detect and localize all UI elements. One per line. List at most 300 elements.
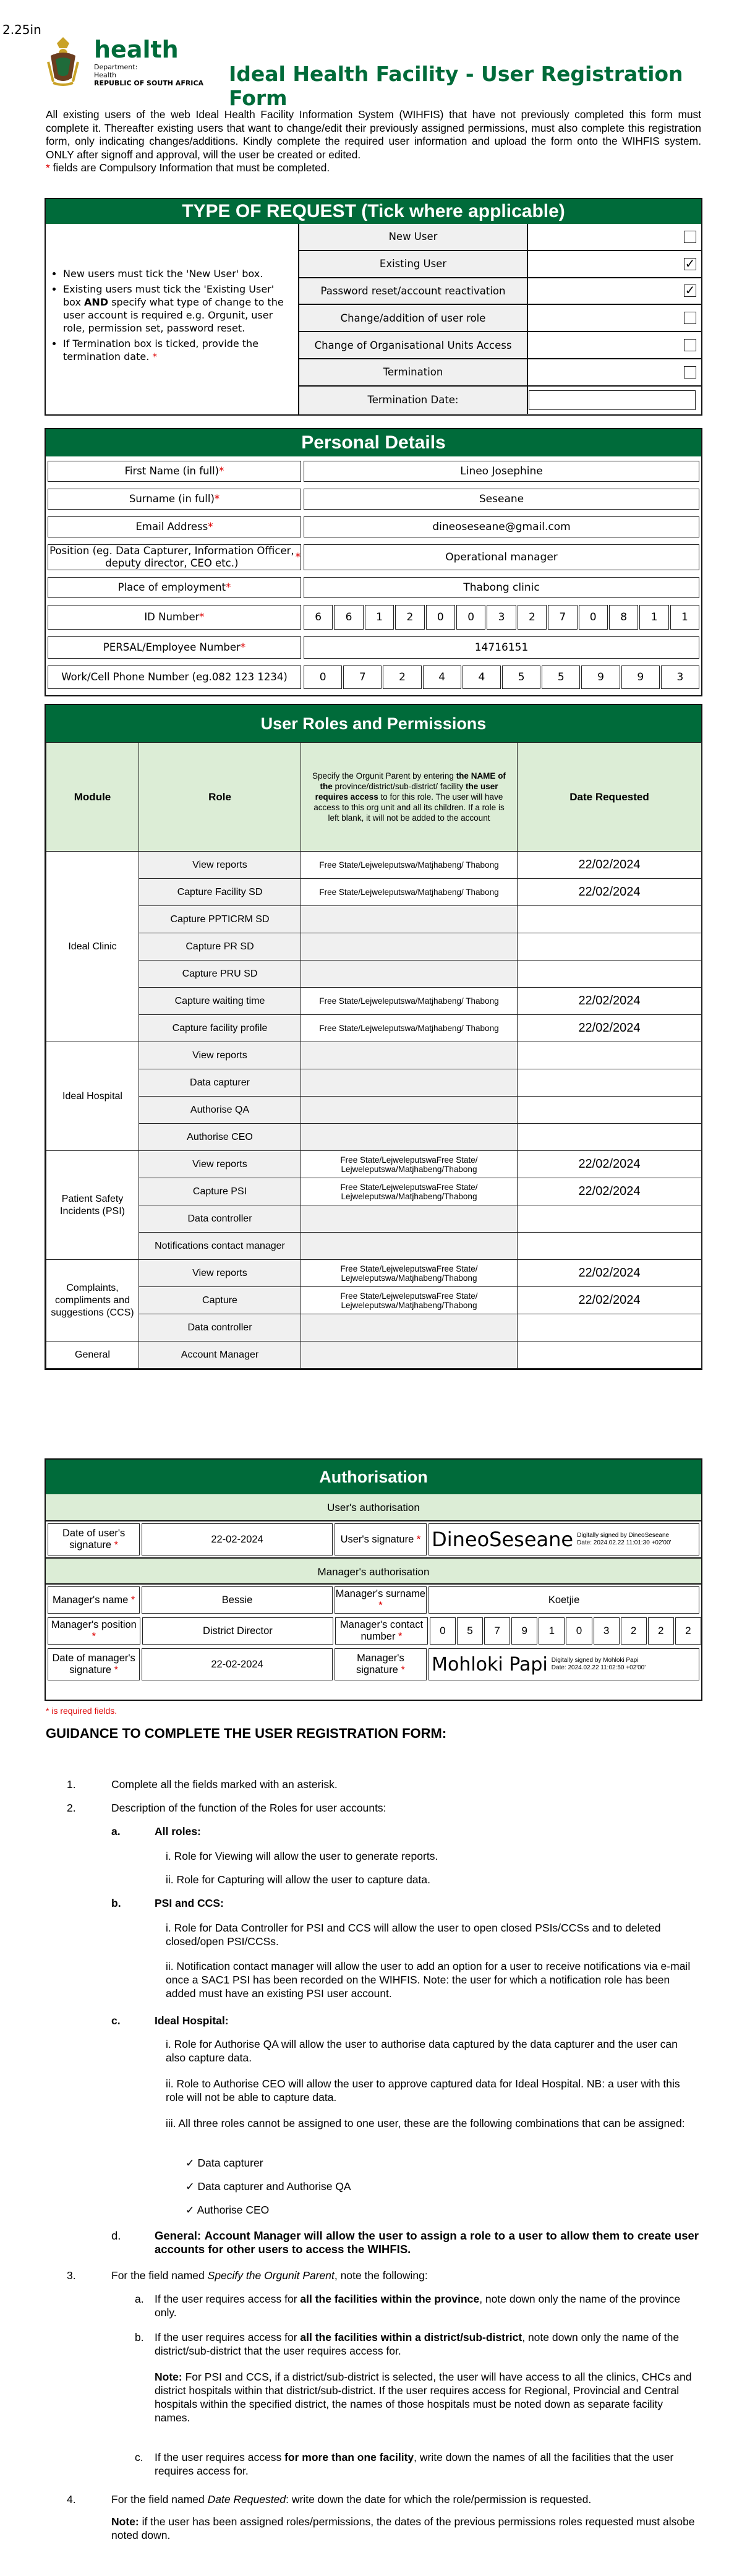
id-number-digit: 7 <box>548 605 577 630</box>
col-desc-b2: the user requires access <box>315 782 498 802</box>
request-checkbox[interactable] <box>684 255 696 271</box>
module-cell: Patient Safety Incidents (PSI) <box>46 1151 139 1260</box>
id-number-digit: 1 <box>670 605 699 630</box>
position-label <box>48 544 301 570</box>
user-digital-stamp-2: Date: 2024.02.22 11:01:30 +02'00' <box>577 1539 672 1546</box>
role-name-cell: Capture PRU SD <box>139 961 301 988</box>
user-roles-heading: User Roles and Permissions <box>46 705 701 742</box>
role-row <box>46 961 702 988</box>
date-user-label-text: Date of user's signature <box>62 1528 126 1551</box>
g3b-note-b: Note: <box>155 2371 182 2383</box>
g3a-post: , note down only the name of the province only. <box>155 2293 681 2319</box>
mgr-surname-label <box>335 1586 427 1614</box>
guidance-title: GUIDANCE TO COMPLETE THE USER REGISTRATION FORM: <box>46 1726 447 1741</box>
g3a-b: all the facilities within the province <box>300 2293 480 2305</box>
mgr-contact-label-text: Manager's contact number <box>339 1619 424 1642</box>
date-requested-field[interactable]: 22/02/2024 <box>518 1151 702 1178</box>
phone-number-digit: 2 <box>383 665 421 689</box>
request-checkbox[interactable] <box>684 312 696 324</box>
mgr-sig-label-text: Manager's signature <box>356 1653 404 1675</box>
mgr-contact-field[interactable] <box>430 1617 701 1645</box>
required-mark: * <box>114 1539 119 1551</box>
required-mark: * <box>401 1664 405 1675</box>
authorisation-heading: Authorisation <box>46 1460 701 1494</box>
g3c-post: , write down the names of all the facilities that the user requires access for. <box>155 2451 674 2477</box>
required-mark: * <box>46 161 50 174</box>
mgr-digital-stamp-1: Digitally signed by Mohloki Papi <box>551 1657 639 1664</box>
logo-line2: Health <box>94 71 117 79</box>
orgunit-field[interactable] <box>301 933 518 961</box>
col-desc-post: to for this role. The user will have access to this org unit and all its children. If a role is left blank, it will not be added to the account <box>313 792 505 823</box>
date-mgr-label-text: Date of manager's signature <box>52 1653 135 1675</box>
guidance-3b-num: b. <box>135 2331 144 2343</box>
date-requested-field[interactable] <box>518 1314 702 1341</box>
role-name-cell: Capture PPTICRM SD <box>139 906 301 933</box>
date-mgr-label <box>48 1648 140 1680</box>
id-number-digit: 0 <box>426 605 455 630</box>
orgunit-field[interactable] <box>301 1205 518 1233</box>
request-checkbox[interactable] <box>684 285 696 297</box>
mgr-surname-label-text: Manager's surname <box>335 1588 426 1599</box>
guidance-a-ii: ii. Role for Capturing will allow the user to capture data. <box>166 1873 430 1886</box>
surname-label <box>48 489 301 510</box>
g3-em: Specify the Orgunit Parent <box>207 2269 335 2282</box>
request-option-row <box>299 332 702 359</box>
g4-em: Date Requested <box>207 2493 286 2505</box>
date-requested-field[interactable]: 22/02/2024 <box>518 1260 702 1287</box>
place-of-employment-field[interactable]: Thabong clinic <box>304 577 699 598</box>
roles-header-row <box>46 743 702 852</box>
role-row <box>46 1341 702 1369</box>
surname-label-text: Surname (in full) <box>129 493 215 505</box>
date-user-field[interactable]: 22-02-2024 <box>142 1523 333 1555</box>
date-mgr-field[interactable]: 22-02-2024 <box>142 1648 333 1680</box>
phone-number-digit: 9 <box>621 665 660 689</box>
user-sig-label-text: User's signature <box>340 1533 414 1545</box>
type-of-request-notes <box>46 224 299 416</box>
id-number-label <box>48 605 301 630</box>
module-cell: Complaints, compliments and suggestions (CCS) <box>46 1260 139 1341</box>
guidance-d-num: d. <box>111 2229 121 2242</box>
guidance-3b <box>155 2330 699 2358</box>
request-option-row <box>299 359 702 387</box>
guidance-b-i: i. Role for Data Controller for PSI and CCS will allow the user to open closed PSIs/CCSs and to deleted closed/open PSI/CCSs. <box>166 1922 661 1948</box>
role-row <box>46 1124 702 1151</box>
orgunit-field[interactable] <box>301 1097 518 1124</box>
health-logo <box>45 31 211 90</box>
request-option-label: Change/addition of user role <box>299 305 528 331</box>
phone-number-digit: 3 <box>661 665 699 689</box>
col-desc-pre: Specify the Orgunit Parent by entering <box>312 771 456 781</box>
g3c-b: for more than one facility <box>284 2451 414 2463</box>
users-authorisation-subheading: User's authorisation <box>46 1494 701 1521</box>
date-requested-field[interactable] <box>518 1069 702 1097</box>
id-number-digit: 8 <box>609 605 638 630</box>
intro-paragraph: All existing users of the web Ideal Health Facility Information System (WIHFIS) that have not previously completed this form must complete it. Thereafter existing users that want to change/edit their previously assigned permissions, must also complete this registration form, only indicating changes/additions. Kindly complete the required user information and upload the form onto the WIHFIS system. ONLY after signoff and approval, will the user be created or edited. <box>46 108 701 161</box>
guidance-c-iii: iii. All three roles cannot be assigned to one user, these are the following combinations that can be assigned: <box>166 2117 685 2129</box>
mgr-contact-digit: 2 <box>675 1617 701 1645</box>
check-mark-icon: ✓ <box>186 2180 195 2193</box>
col-desc-b1: the NAME of the <box>320 771 506 791</box>
request-checkbox[interactable] <box>684 231 696 243</box>
guidance-3c-num: c. <box>135 2451 143 2463</box>
guidance-c-ii: ii. Role to Authorise CEO will allow the user to approve captured data for Ideal Hospital. NB: a user with this role will not be able to capture data. <box>166 2077 680 2103</box>
date-requested-field[interactable]: 22/02/2024 <box>518 852 702 879</box>
required-mark: * <box>398 1631 403 1642</box>
user-digital-stamp-1: Digitally signed by DineoSeseane <box>577 1532 670 1539</box>
note-new-user: • New users must tick the 'New User' box. <box>63 267 293 280</box>
col-orgunit <box>301 743 518 852</box>
phone-number-digit: 7 <box>343 665 382 689</box>
guidance-a-i: i. Role for Viewing will allow the user to generate reports. <box>166 1850 438 1862</box>
mgr-contact-digit: 3 <box>594 1617 620 1645</box>
user-signature-row <box>46 1521 701 1557</box>
role-row <box>46 1015 702 1042</box>
mgr-sig-label <box>335 1648 427 1680</box>
role-name-cell: Capture <box>139 1287 301 1314</box>
request-option-row <box>299 251 702 278</box>
user-roles-section <box>45 704 702 1370</box>
mgr-digital-stamp-2: Date: 2024.02.22 11:02:50 +02'00' <box>551 1664 646 1671</box>
date-requested-field[interactable] <box>518 933 702 961</box>
role-name-cell: Capture PSI <box>139 1178 301 1205</box>
request-checkbox[interactable] <box>684 339 696 351</box>
coat-of-arms-icon <box>45 35 82 87</box>
role-name-cell: Capture waiting time <box>139 988 301 1015</box>
id-number-digit: 6 <box>334 605 363 630</box>
orgunit-field[interactable] <box>301 1069 518 1097</box>
g3a-pre: If the user requires access for <box>155 2293 301 2305</box>
page-label: 2.25in <box>2 22 41 37</box>
request-option-value <box>528 251 702 277</box>
required-mark: * <box>114 1664 119 1675</box>
date-requested-field[interactable] <box>518 961 702 988</box>
request-checkbox[interactable] <box>684 366 696 379</box>
role-name-cell: Data capturer <box>139 1069 301 1097</box>
g4-pre: For the field named <box>111 2493 208 2505</box>
check-mark-icon: ✓ <box>684 283 696 298</box>
id-number-field[interactable] <box>304 605 699 630</box>
orgunit-field[interactable]: Free State/LejweleputswaFree State/ Lejweleputswa/Matjhabeng/Thabong <box>301 1178 518 1205</box>
mgr-contact-digit: 9 <box>511 1617 537 1645</box>
guidance-d-text: Account Manager will allow the user to assign a role to a user to allow them to create user accounts for other users to access the WIHFIS. <box>155 2229 699 2256</box>
required-mark: * <box>199 611 205 623</box>
g4-note-b: Note: <box>111 2515 139 2528</box>
role-row <box>46 1314 702 1341</box>
intro-required-text: fields are Compulsory Information that must be completed. <box>49 161 330 174</box>
col-module: Module <box>46 743 139 852</box>
position-row <box>46 542 701 572</box>
guidance-3b-note <box>155 2370 699 2424</box>
date-requested-field[interactable] <box>518 1124 702 1151</box>
phone-number-digit: 4 <box>463 665 501 689</box>
date-requested-field[interactable] <box>518 1233 702 1260</box>
phone-number-digit: 0 <box>304 665 342 689</box>
position-field[interactable]: Operational manager <box>304 544 699 570</box>
id-number-digit: 1 <box>639 605 668 630</box>
managers-authorisation-subheading: Manager's authorisation <box>46 1557 701 1585</box>
logo-line1: Department: <box>94 63 138 71</box>
role-row <box>46 906 702 933</box>
date-requested-field[interactable] <box>518 1042 702 1069</box>
role-name-cell: Data controller <box>139 1205 301 1233</box>
g3b-note: For PSI and CCS, if a district/sub-district is selected, the user will have access to all the clinics, CHCs and district hospitals within that district/sub-district. If the user requires access for Regional, Provincial and Central hospitals within the specified district, the names of those hospitals must be noted down as separate facility names. <box>155 2371 692 2424</box>
logo-title: health <box>94 36 179 63</box>
mgr-contact-digit: 0 <box>430 1617 456 1645</box>
phone-number-digit: 9 <box>581 665 620 689</box>
date-requested-field[interactable]: 22/02/2024 <box>518 988 702 1015</box>
request-option-row <box>299 305 702 332</box>
guidance-b-title: PSI and CCS: <box>155 1897 224 1909</box>
persal-number-label-text: PERSAL/Employee Number <box>103 641 241 653</box>
orgunit-field[interactable]: Free State/LejweleputswaFree State/ Lejweleputswa/Matjhabeng/Thabong <box>301 1151 518 1178</box>
mgr-contact-digit: 5 <box>457 1617 483 1645</box>
request-option-label: New User <box>299 224 528 250</box>
date-requested-field[interactable]: 22/02/2024 <box>518 1178 702 1205</box>
manager-name-row <box>46 1585 701 1615</box>
module-cell: Ideal Clinic <box>46 852 139 1042</box>
persal-number-field[interactable]: 14716151 <box>304 636 699 659</box>
role-row <box>46 852 702 879</box>
request-option-row <box>299 224 702 251</box>
guidance-tick-item <box>186 2156 263 2170</box>
guidance-b-ii: ii. Notification contact manager will allow the user to add an option for a user to receive notifications via e-mail once a SAC1 PSI has been recorded on the WIHFIS. Note: the user for which a notification role has been added must have an existing PSI user account. <box>166 1960 691 2000</box>
role-name-cell: Authorise CEO <box>139 1124 301 1151</box>
guidance-num-2: 2. <box>67 1802 76 1814</box>
role-row <box>46 1287 702 1314</box>
page-title: Ideal Health Facility - User Registration Form <box>229 62 683 110</box>
date-requested-field[interactable] <box>518 1341 702 1369</box>
role-name-cell: Account Manager <box>139 1341 301 1369</box>
g3-pre: For the field named <box>111 2269 208 2282</box>
request-option-label: Termination <box>299 359 528 385</box>
id-number-digit: 0 <box>456 605 485 630</box>
col-role: Role <box>139 743 301 852</box>
note-existing-and: AND <box>84 296 109 308</box>
role-name-cell: Capture Facility SD <box>139 879 301 906</box>
guidance-item-4 <box>111 2493 699 2506</box>
role-row <box>46 1069 702 1097</box>
role-row <box>46 988 702 1015</box>
termination-date-input[interactable] <box>529 390 696 410</box>
id-number-digit: 3 <box>487 605 516 630</box>
mgr-name-label <box>48 1586 140 1614</box>
mgr-position-label-text: Manager's position <box>51 1619 137 1630</box>
guidance-item-2: Description of the function of the Roles for user accounts: <box>111 1802 386 1814</box>
roles-table <box>46 742 702 1369</box>
id-number-digit: 2 <box>395 605 424 630</box>
id-number-digit: 6 <box>304 605 333 630</box>
orgunit-field[interactable]: Free State/Lejweleputswa/Matjhabeng/ Thabong <box>301 988 518 1015</box>
guidance-num-1: 1. <box>67 1778 76 1791</box>
role-name-cell: Authorise QA <box>139 1097 301 1124</box>
note-existing-pre: Existing users must tick the 'Existing User' box <box>63 283 275 308</box>
mgr-position-field[interactable]: District Director <box>142 1617 333 1645</box>
check-mark-icon: ✓ <box>186 2157 195 2169</box>
orgunit-field[interactable] <box>301 1314 518 1341</box>
note-termination <box>63 337 293 363</box>
termination-date-label: Termination Date: <box>299 387 528 414</box>
role-row <box>46 933 702 961</box>
guidance-tick-item <box>186 2180 351 2193</box>
guidance-3a-num: a. <box>135 2293 144 2305</box>
id-number-digit: 1 <box>365 605 394 630</box>
role-name-cell: View reports <box>139 1151 301 1178</box>
date-requested-field[interactable]: 22/02/2024 <box>518 1287 702 1314</box>
type-of-request-heading: TYPE OF REQUEST (Tick where applicable) <box>46 199 701 224</box>
first-name-label <box>48 461 301 482</box>
guidance-d-title: General: <box>155 2229 202 2242</box>
guidance-item-3 <box>111 2269 428 2282</box>
guidance-b-num: b. <box>111 1897 121 1909</box>
mgr-contact-digit: 2 <box>621 1617 647 1645</box>
role-row <box>46 1205 702 1233</box>
note-termination-text: If Termination box is ticked, provide the termination date. <box>63 338 259 362</box>
intro-text <box>46 108 701 175</box>
role-row <box>46 1233 702 1260</box>
first-name-field[interactable]: Lineo Josephine <box>304 461 699 482</box>
date-requested-field[interactable] <box>518 1205 702 1233</box>
role-row <box>46 1042 702 1069</box>
col-desc-mid: province/district/sub-district/ facility <box>332 782 466 791</box>
manager-digital-stamp <box>552 1657 646 1672</box>
orgunit-field[interactable] <box>301 1042 518 1069</box>
required-mark: * <box>208 521 213 533</box>
role-row <box>46 1178 702 1205</box>
logo-department <box>94 63 137 79</box>
guidance-tick-item <box>186 2203 269 2217</box>
user-signature: DineoSeseane <box>432 1527 574 1551</box>
manager-position-row <box>46 1615 701 1646</box>
guidance-num-4: 4. <box>67 2493 76 2505</box>
role-name-cell: View reports <box>139 1042 301 1069</box>
role-name-cell: Capture PR SD <box>139 933 301 961</box>
logo-republic: REPUBLIC OF SOUTH AFRICA <box>94 79 203 87</box>
orgunit-field[interactable] <box>301 1341 518 1369</box>
persal-number-label <box>48 636 301 659</box>
g4-post: : write down the date for which the role/permission is requested. <box>286 2493 592 2505</box>
required-mark: * <box>378 1600 383 1611</box>
personal-details-section <box>45 428 702 696</box>
surname-row <box>46 487 701 511</box>
role-row <box>46 1151 702 1178</box>
personal-details-heading: Personal Details <box>46 429 701 456</box>
orgunit-field[interactable] <box>301 961 518 988</box>
request-option-row <box>299 278 702 306</box>
role-name-cell: Notifications contact manager <box>139 1233 301 1260</box>
orgunit-field[interactable] <box>301 1233 518 1260</box>
request-option-label: Existing User <box>299 251 528 277</box>
orgunit-field[interactable]: Free State/Lejweleputswa/Matjhabeng/ Thabong <box>301 1015 518 1042</box>
module-cell: General <box>46 1341 139 1369</box>
place-of-employment-label <box>48 577 301 598</box>
g3b-pre: If the user requires access for <box>155 2331 301 2343</box>
guidance-3a <box>155 2292 699 2319</box>
request-option-value <box>528 359 702 385</box>
g3c-pre: If the user requires access <box>155 2451 285 2463</box>
request-option-value <box>528 224 702 250</box>
role-name-cell: Capture facility profile <box>139 1015 301 1042</box>
orgunit-field[interactable] <box>301 1124 518 1151</box>
date-requested-field[interactable]: 22/02/2024 <box>518 879 702 906</box>
col-date: Date Requested <box>518 743 702 852</box>
check-mark-icon: ✓ <box>684 255 696 271</box>
required-mark: * <box>240 641 246 653</box>
manager-signature-field[interactable] <box>429 1648 699 1680</box>
phone-number-digit: 5 <box>542 665 580 689</box>
guidance-tick-text: Authorise CEO <box>197 2204 270 2216</box>
module-cell: Ideal Hospital <box>46 1042 139 1151</box>
phone-number-label <box>48 665 301 689</box>
mgr-name-field[interactable]: Bessie <box>142 1586 333 1614</box>
user-signature-field[interactable] <box>429 1523 699 1555</box>
id-number-label-text: ID Number <box>144 611 200 623</box>
phone-number-digit: 5 <box>502 665 540 689</box>
surname-field[interactable]: Seseane <box>304 489 699 510</box>
guidance-c-i: i. Role for Authorise QA will allow the user to authorise data captured by the data capturer and the user can also capture data. <box>166 2038 678 2064</box>
manager-signature: Mohloki Papi <box>432 1653 548 1675</box>
orgunit-field[interactable] <box>301 906 518 933</box>
date-requested-field[interactable] <box>518 906 702 933</box>
phone-number-label-text: Work/Cell Phone Number (eg.082 123 1234) <box>61 671 288 683</box>
phone-number-field[interactable] <box>304 665 699 689</box>
request-option-label: Password reset/account reactivation <box>299 278 528 304</box>
mgr-name-label-text: Manager's name <box>52 1594 129 1606</box>
g3b-b: all the facilities within a district/sub-district <box>300 2331 522 2343</box>
guidance-a-num: a. <box>111 1825 121 1838</box>
id-number-digit: 0 <box>579 605 608 630</box>
persal-number-row <box>46 635 701 661</box>
request-option-value <box>528 278 702 304</box>
type-of-request-section <box>45 198 702 416</box>
role-name-cell: Data controller <box>139 1314 301 1341</box>
required-fields-note: * is required fields. <box>46 1706 117 1716</box>
g3b-post: , note down only the name of the district/sub-district that the user requires access for. <box>155 2331 680 2357</box>
required-mark: * <box>92 1631 96 1642</box>
required-mark: * <box>130 1594 135 1606</box>
date-user-label <box>48 1523 140 1555</box>
note-existing-user <box>63 283 293 335</box>
guidance-c-num: c. <box>111 2014 121 2027</box>
orgunit-field[interactable]: Free State/Lejweleputswa/Matjhabeng/ Thabong <box>301 852 518 879</box>
required-mark: * <box>152 351 158 362</box>
mgr-position-label <box>48 1617 140 1645</box>
role-row <box>46 1260 702 1287</box>
orgunit-field[interactable]: Free State/LejweleputswaFree State/ Lejweleputswa/Matjhabeng/Thabong <box>301 1260 518 1287</box>
request-option-label: Change of Organisational Units Access <box>299 332 528 358</box>
date-requested-field[interactable]: 22/02/2024 <box>518 1015 702 1042</box>
phone-number-row <box>46 664 701 691</box>
user-sig-label <box>335 1523 427 1555</box>
required-mark: * <box>214 493 220 505</box>
email-field[interactable]: dineoseseane@gmail.com <box>304 516 699 537</box>
date-requested-field[interactable] <box>518 1097 702 1124</box>
mgr-surname-field[interactable]: Koetjie <box>429 1586 699 1614</box>
guidance-c-title: Ideal Hospital: <box>155 2014 229 2027</box>
mgr-contact-digit: 1 <box>539 1617 565 1645</box>
guidance-a-title: All roles: <box>155 1825 201 1838</box>
role-row <box>46 879 702 906</box>
user-digital-stamp <box>577 1532 671 1547</box>
guidance-3c <box>155 2450 699 2478</box>
orgunit-field[interactable]: Free State/Lejweleputswa/Matjhabeng/ Thabong <box>301 879 518 906</box>
mgr-contact-digit: 0 <box>566 1617 592 1645</box>
phone-number-digit: 4 <box>423 665 461 689</box>
role-name-cell: View reports <box>139 852 301 879</box>
email-label <box>48 516 301 537</box>
orgunit-field[interactable]: Free State/LejweleputswaFree State/ Lejweleputswa/Matjhabeng/Thabong <box>301 1287 518 1314</box>
role-row <box>46 1097 702 1124</box>
